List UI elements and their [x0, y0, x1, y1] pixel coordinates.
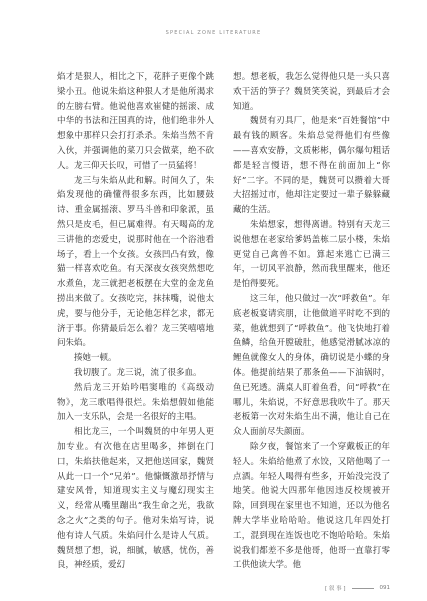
paragraph: 朱焰想家，想得离谱。特别有天龙三说他想在老家给爹妈盖栋二层小楼，朱焰更觉自己禽兽不如。算起来逃亡已满三年，一切风平浪静，然而我里醒来，他还是怕得要死。	[233, 219, 390, 290]
right-text-column	[233, 70, 390, 570]
paragraph: 魏贤有刃具厂，他是来“百姓餐馆”中最有钱的顾客。朱焰总觉得他们有些像——喜欢安静，文质彬彬，偶尔爆句粗话都是轻言慢语，想不得在前面加上“你好”二字。不同的是，魏贤可以攒着大哥大招摇过市，他却注定要过一辈子躲躲藏藏的生活。	[233, 116, 390, 216]
paragraph: 龙三与朱焰从此和解。时间久了，朱焰发现他的确懂得很多东西，比如腰鼓诗、重金属摇滚、罗马斗兽和印象派，虽然只是皮毛，但已属难得。有天喝高的龙三讲他的恋爱史，说那时他在一个浴池看场子，看上一个女孩。女孩凹凸有致，像猫一样喜欢吃鱼。有天深夜女孩突然想吃水煮鱼，龙三就把老板摆在大堂的金龙鱼捞出来做了。女孩吃完，抹抹嘴，说他太虎，要与他分手，无论他怎样乞求，都无济于事。你猜最后怎么着？龙三笑嘻嘻地问朱焰。	[57, 175, 214, 349]
paragraph: 除夕夜，餐馆来了一个穿戴板正的年轻人。朱焰给他煮了水饺，又陪他喝了一点酒。年轻人喝得有些多，开始没完没了地笑。他说大四那年他因违反校规被开除，回到现在家里也不知道，还以为他名牌大学毕业哈哈哈。他说这几年四处打工，混到现在连饭也吃不饱哈哈哈。朱焰说我们都差不多是他哥，他哥一直靠打零工供他读大学。他	[233, 441, 390, 570]
section-label: [ 叙 事 ]	[324, 586, 346, 592]
paragraph: 我切腹了。龙三说，流了很多血。	[74, 367, 202, 378]
page-footer	[300, 584, 390, 592]
magazine-header: SPECIAL ZONE LITERATURE	[165, 30, 262, 36]
paragraph: 揍她一顿。	[74, 353, 117, 364]
left-text-column	[57, 70, 214, 570]
page-number: 091	[379, 585, 390, 591]
paragraph: 焰才是狠人，相比之下，花胖子更像个跳梁小丑。他说朱焰这种狠人才是他所渴求的左膀右臂。他说他喜欢崔健的摇滚、成中华的书法和汪国真的诗，他们绝非外人想象中那样只会打打杀杀。朱焰当然不肯入伙，并强调他的菜刀只会做菜，绝不砍人。龙三仰天长叹，可惜了一员猛将！	[57, 72, 214, 171]
paragraph: 想。想老板，我怎么觉得他只是一头只喜欢干活的笋子？魏贤笑笑说，到最后才会知道。	[233, 72, 390, 112]
footer-divider	[352, 588, 374, 589]
paragraph: 然后龙三开始吟唱窦唯的《高级动物》，龙三歌唱得很烂。朱焰想假如他能加入一支乐队，会是一名很好的主唱。	[57, 382, 214, 423]
paragraph: 这三年，他只做过一次“呼救鱼”。年底老板宴请宾朋，让他做道平时吃不到的菜，他就想到了“呼救鱼”。他飞快地打着鱼鳞，给鱼开膛破肚，他感觉滑腻冰凉的鲤鱼就像女人的身体，确切说是小蝶的身体。他提前结果了那条鱼——下油锅时，鱼已死透。满桌人盯着鱼看，问“呼救”在哪儿，朱焰说，不好意思我吹牛了。那天老板第一次对朱焰生出不满，他让自己在众人面前尽失颜面。	[233, 293, 390, 438]
paragraph: 相比龙三，一个叫魏贤的中年男人更加专业。有次他在店里喝多，摔倒在门口，朱焰扶他起来，又把他送回家，魏贤从此一口一个“兄弟”。他慷慨激昂抒情与建安风骨，知道现实主义与魔幻现实主义，经常从嘴里蹦出“我生命之光，我欲念之火”之类的句子。他对朱焰写诗，说他有诗人气质。朱焰问什么是诗人气质。魏贤想了想，说，细腻，敏感，忧伤，善良，神经质，爱幻	[57, 427, 214, 570]
